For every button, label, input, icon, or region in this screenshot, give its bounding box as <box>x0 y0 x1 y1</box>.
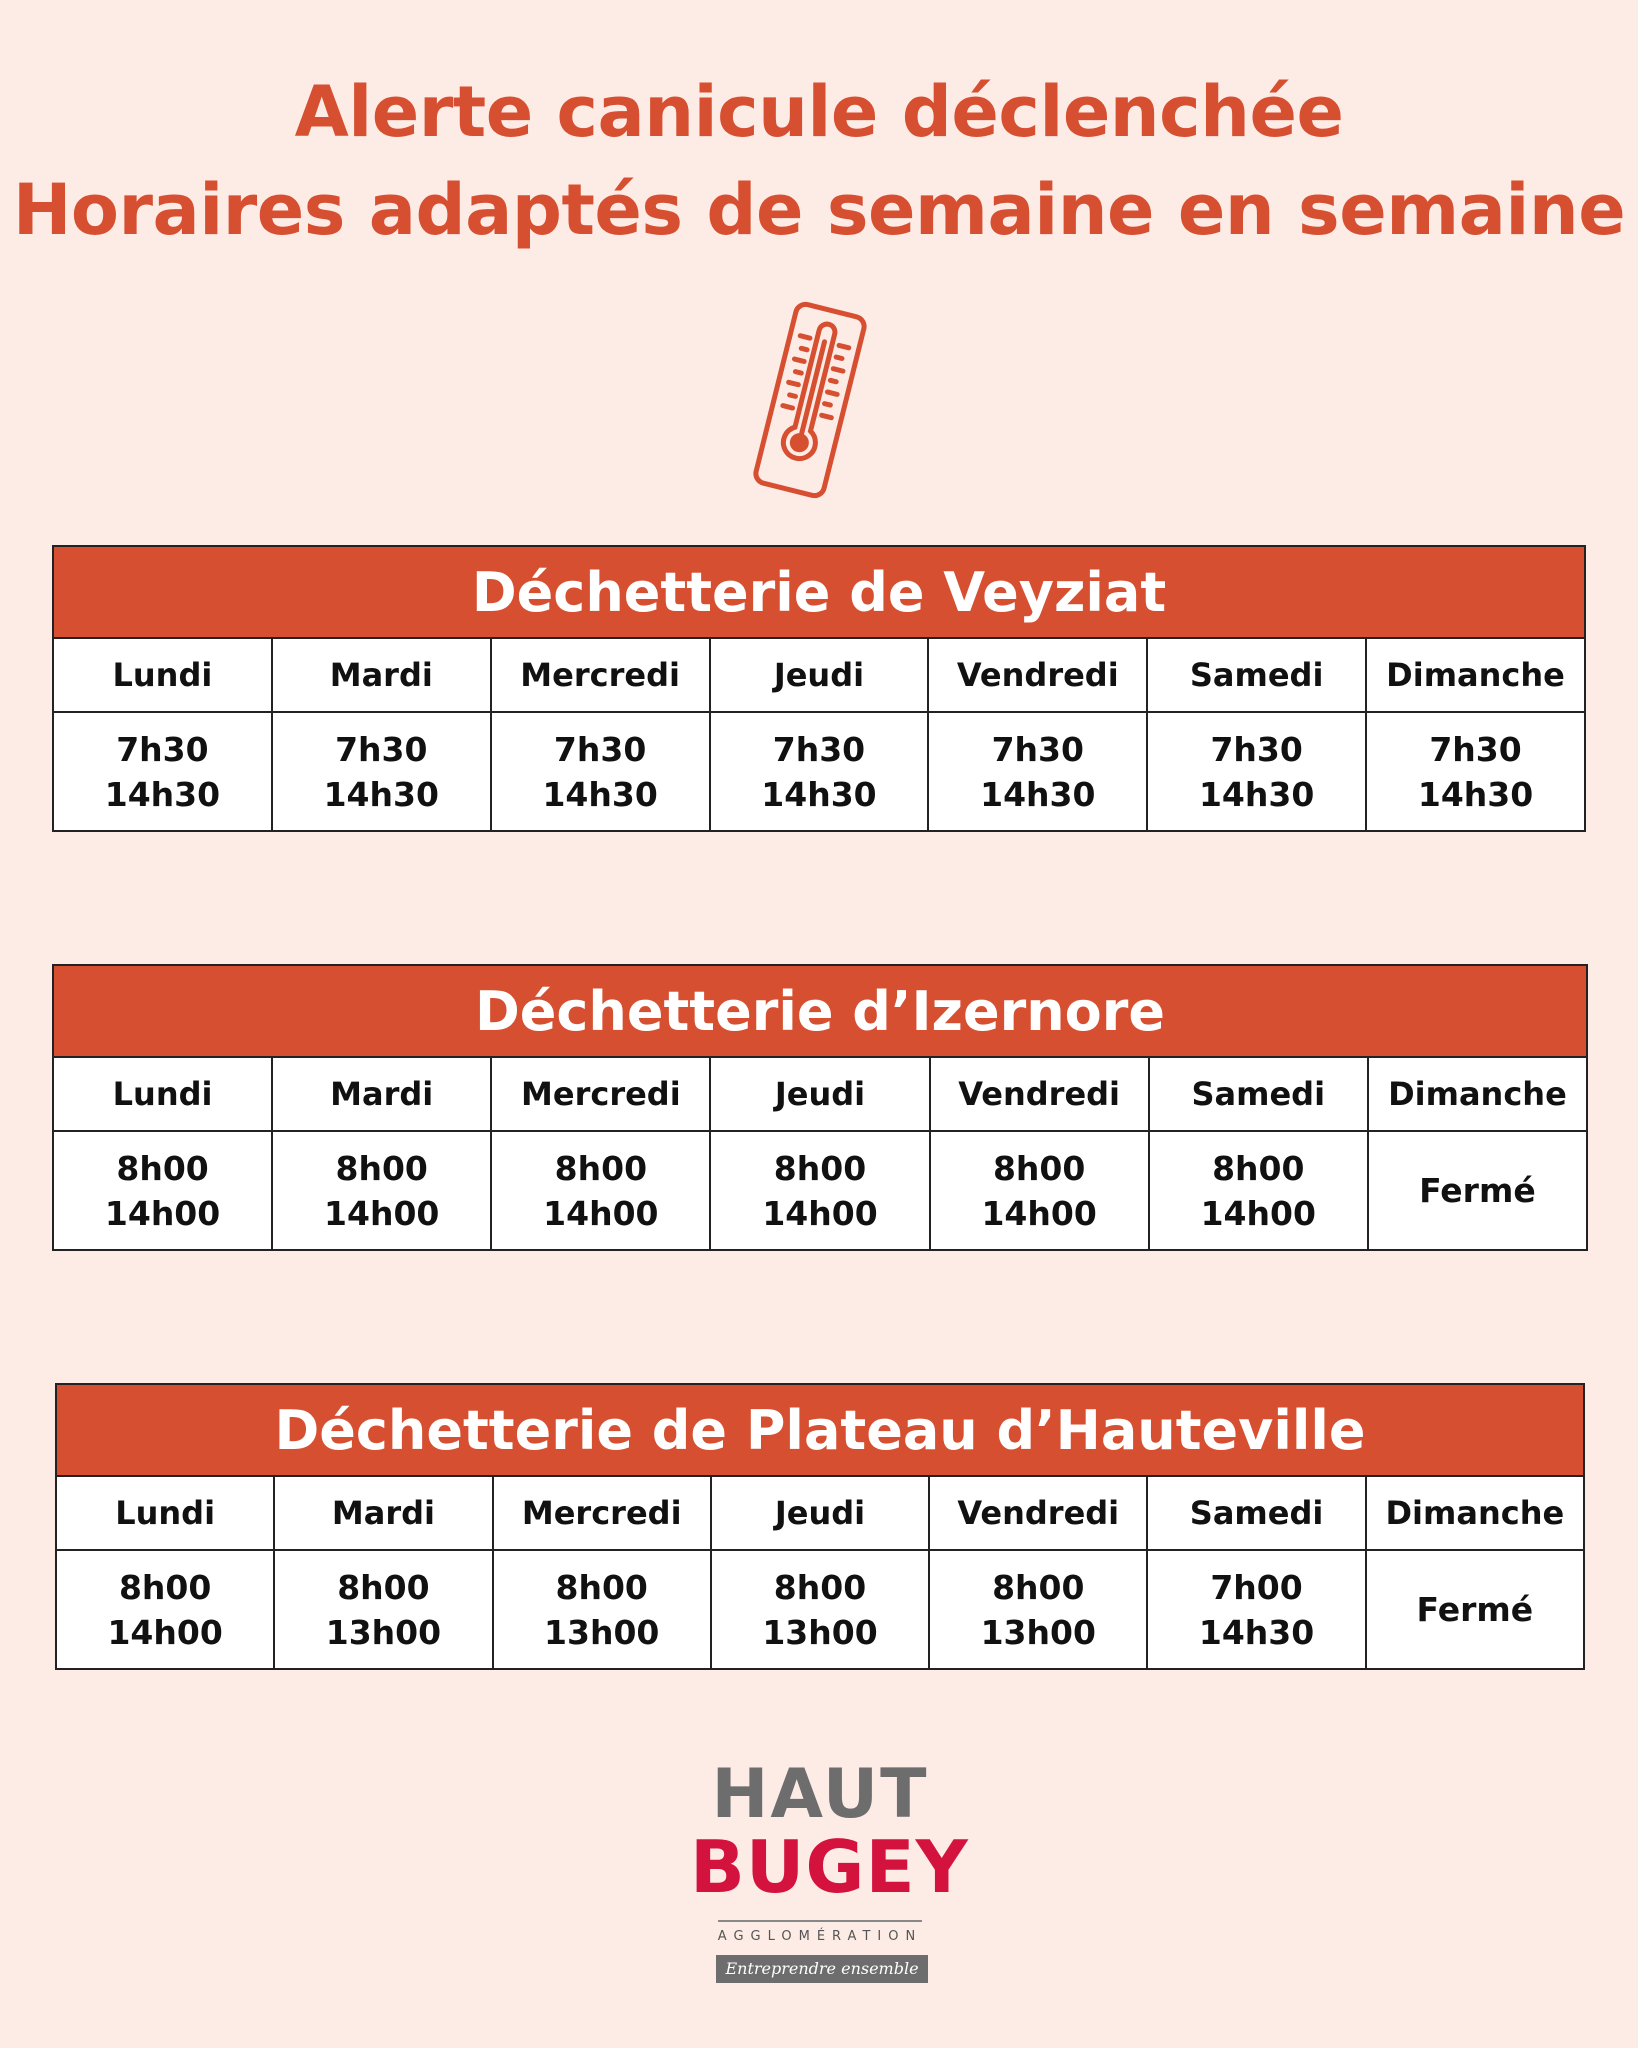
haut-bugey-logo <box>690 1755 969 1985</box>
opening-time: 7h30 <box>1210 729 1303 769</box>
closing-time: 14h00 <box>104 1193 221 1233</box>
opening-time: 8h00 <box>1212 1148 1305 1188</box>
closing-time: 13h00 <box>762 1612 878 1652</box>
day-header-lundi: Lundi <box>53 638 272 712</box>
day-header-vendredi: Vendredi <box>930 1057 1149 1131</box>
hours-cell <box>710 1131 929 1250</box>
site-title: Déchetterie de Plateau d’Hauteville <box>56 1384 1584 1476</box>
logo-haut-text: HAUT <box>711 1755 929 1834</box>
opening-time: 7h30 <box>1429 729 1522 769</box>
hours-cell <box>53 712 272 831</box>
hours-cell <box>491 1131 710 1250</box>
hours-cell <box>1147 1550 1365 1669</box>
site-title: Déchetterie de Veyziat <box>53 546 1585 638</box>
closing-time: 14h30 <box>761 774 877 814</box>
opening-time: 7h30 <box>991 729 1084 769</box>
closing-time: 14h30 <box>1198 774 1315 814</box>
opening-time: 7h30 <box>116 729 209 769</box>
day-header-dimanche: Dimanche <box>1366 638 1585 712</box>
closed-label: Fermé <box>1416 1590 1534 1629</box>
hours-cell <box>929 1550 1147 1669</box>
closing-time: 14h30 <box>1417 774 1534 814</box>
opening-time: 8h00 <box>337 1567 430 1607</box>
hours-cell <box>1149 1131 1368 1250</box>
hours-cell <box>274 1550 492 1669</box>
opening-time: 8h00 <box>335 1148 428 1188</box>
opening-time: 8h00 <box>555 1567 648 1607</box>
closing-time: 14h00 <box>981 1193 1097 1233</box>
day-header-jeudi: Jeudi <box>710 638 929 712</box>
closing-time: 14h00 <box>1200 1193 1316 1233</box>
closing-time: 13h00 <box>544 1612 660 1652</box>
hours-cell <box>493 1550 711 1669</box>
schedule-table-izernore <box>52 964 1588 1251</box>
hours-cell <box>272 1131 491 1250</box>
opening-time: 8h00 <box>992 1567 1085 1607</box>
opening-time: 8h00 <box>118 1567 212 1607</box>
logo-subtitle: AGGLOMÉRATION <box>717 1929 923 1944</box>
day-header-dimanche: Dimanche <box>1366 1476 1584 1550</box>
hours-cell <box>491 712 710 831</box>
hours-cell <box>930 1131 1149 1250</box>
page-title-line-2: Horaires adaptés de semaine en semaine <box>12 169 1626 251</box>
closing-time: 14h30 <box>104 774 221 814</box>
opening-time: 8h00 <box>554 1148 648 1188</box>
closing-time: 14h00 <box>762 1193 878 1233</box>
hours-cell <box>1366 712 1585 831</box>
hours-cell <box>711 1550 929 1669</box>
closing-time: 14h30 <box>542 774 658 814</box>
page-title-line-1: Alerte canicule déclenchée <box>294 71 1344 153</box>
day-header-lundi: Lundi <box>53 1057 272 1131</box>
site-title: Déchetterie d’Izernore <box>53 965 1587 1057</box>
closing-time: 14h00 <box>543 1193 659 1233</box>
opening-time: 8h00 <box>992 1148 1086 1188</box>
logo-bugey-text: BUGEY <box>690 1825 969 1909</box>
closing-time: 14h00 <box>107 1612 223 1652</box>
closing-time: 14h30 <box>1198 1612 1315 1652</box>
hours-cell <box>710 712 929 831</box>
day-header-lundi: Lundi <box>56 1476 274 1550</box>
day-header-jeudi: Jeudi <box>711 1476 929 1550</box>
day-header-dimanche: Dimanche <box>1368 1057 1587 1131</box>
hours-cell <box>928 712 1147 831</box>
day-header-samedi: Samedi <box>1147 638 1366 712</box>
closing-time: 14h00 <box>324 1193 440 1233</box>
closed-label: Fermé <box>1419 1171 1536 1210</box>
hours-cell <box>272 712 491 831</box>
thermometer-icon <box>735 300 885 500</box>
opening-time: 8h00 <box>116 1148 209 1188</box>
logo-divider <box>718 1920 922 1922</box>
hours-cell <box>1366 1550 1584 1669</box>
closing-time: 14h30 <box>980 774 1096 814</box>
logo-tagline: Entreprendre ensemble <box>716 1955 928 1983</box>
opening-time: 7h30 <box>772 729 866 769</box>
day-header-jeudi: Jeudi <box>710 1057 929 1131</box>
hours-cell <box>53 1131 272 1250</box>
opening-time: 7h30 <box>553 729 647 769</box>
opening-time: 7h00 <box>1210 1567 1303 1607</box>
day-header-mardi: Mardi <box>272 638 491 712</box>
opening-time: 8h00 <box>773 1148 867 1188</box>
day-header-vendredi: Vendredi <box>928 638 1147 712</box>
day-header-samedi: Samedi <box>1147 1476 1365 1550</box>
day-header-mercredi: Mercredi <box>493 1476 711 1550</box>
day-header-mardi: Mardi <box>274 1476 492 1550</box>
closing-time: 13h00 <box>325 1612 442 1652</box>
hours-cell <box>1147 712 1366 831</box>
day-header-mercredi: Mercredi <box>491 638 710 712</box>
day-header-mercredi: Mercredi <box>491 1057 710 1131</box>
hours-cell <box>1368 1131 1587 1250</box>
hours-cell <box>56 1550 274 1669</box>
day-header-mardi: Mardi <box>272 1057 491 1131</box>
opening-time: 8h00 <box>773 1567 867 1607</box>
opening-time: 7h30 <box>335 729 428 769</box>
day-header-samedi: Samedi <box>1149 1057 1368 1131</box>
schedule-table-veyziat <box>52 545 1586 832</box>
schedule-table-hauteville <box>55 1383 1585 1670</box>
closing-time: 13h00 <box>980 1612 1096 1652</box>
closing-time: 14h30 <box>323 774 439 814</box>
day-header-vendredi: Vendredi <box>929 1476 1147 1550</box>
